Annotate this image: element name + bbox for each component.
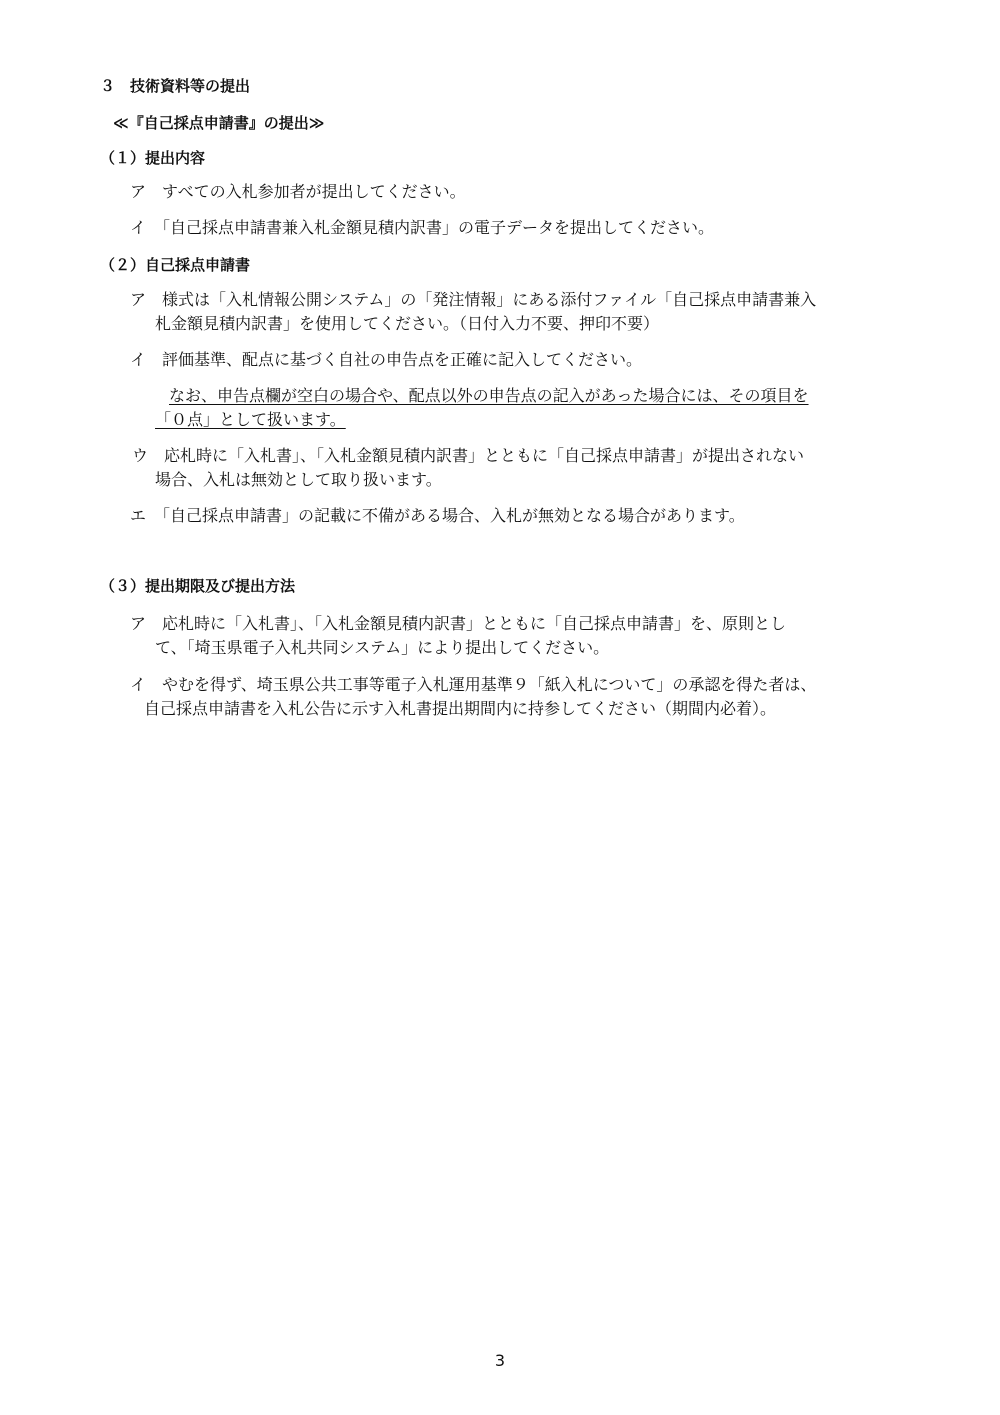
- item3-a-line1: ア 応札時に「入札書」、「入札金額見積内訳書」とともに「自己採点申請書」を、原則とし: [130, 614, 787, 633]
- item3-a-line2: て、「埼玉県電子入札共同システム」により提出してください。: [155, 638, 610, 657]
- item2-note-line2: 「０点」として扱います。: [155, 410, 346, 429]
- item1-i: イ 「自己採点申請書兼入札金額見積内訳書」の電子データを提出してください。: [130, 218, 715, 237]
- section-heading: ３ 技術資料等の提出: [100, 77, 251, 95]
- item3-heading: （３）提出期限及び提出方法: [100, 577, 296, 595]
- item2-i: イ 評価基準、配点に基づく自社の申告点を正確に記入してください。: [130, 350, 643, 369]
- item1-heading: （１）提出内容: [100, 149, 206, 167]
- item2-u-line1: ウ 応札時に「入札書」、「入札金額見積内訳書」とともに「自己採点申請書」が提出されない: [132, 446, 805, 465]
- item1-a: ア すべての入札参加者が提出してください。: [130, 182, 466, 201]
- item2-a-line2: 札金額見積内訳書」を使用してください。（日付入力不要、押印不要）: [155, 314, 660, 333]
- item3-i-line2: 自己採点申請書を入札公告に示す入札書提出期間内に持参してください（期間内必着）。: [144, 699, 777, 718]
- page-number: 3: [494, 1351, 506, 1370]
- item2-note-line1: なお、申告点欄が空白の場合や、配点以外の申告点の記入があった場合には、その項目を: [169, 386, 809, 405]
- item2-e: エ 「自己採点申請書」の記載に不備がある場合、入札が無効となる場合があります。: [130, 506, 745, 525]
- item2-u-line2: 場合、入札は無効として取り扱います。: [155, 470, 442, 489]
- item2-a-line1: ア 様式は「入札情報公開システム」の「発注情報」にある添付ファイル「自己採点申請書兼入: [130, 290, 817, 309]
- item2-heading: （２）自己採点申請書: [100, 256, 251, 274]
- item3-i-line1: イ やむを得ず、埼玉県公共工事等電子入札運用基準９「紙入札について」の承認を得た者は、: [130, 675, 817, 694]
- subsection-title: ≪『自己採点申請書』の提出≫: [113, 114, 325, 132]
